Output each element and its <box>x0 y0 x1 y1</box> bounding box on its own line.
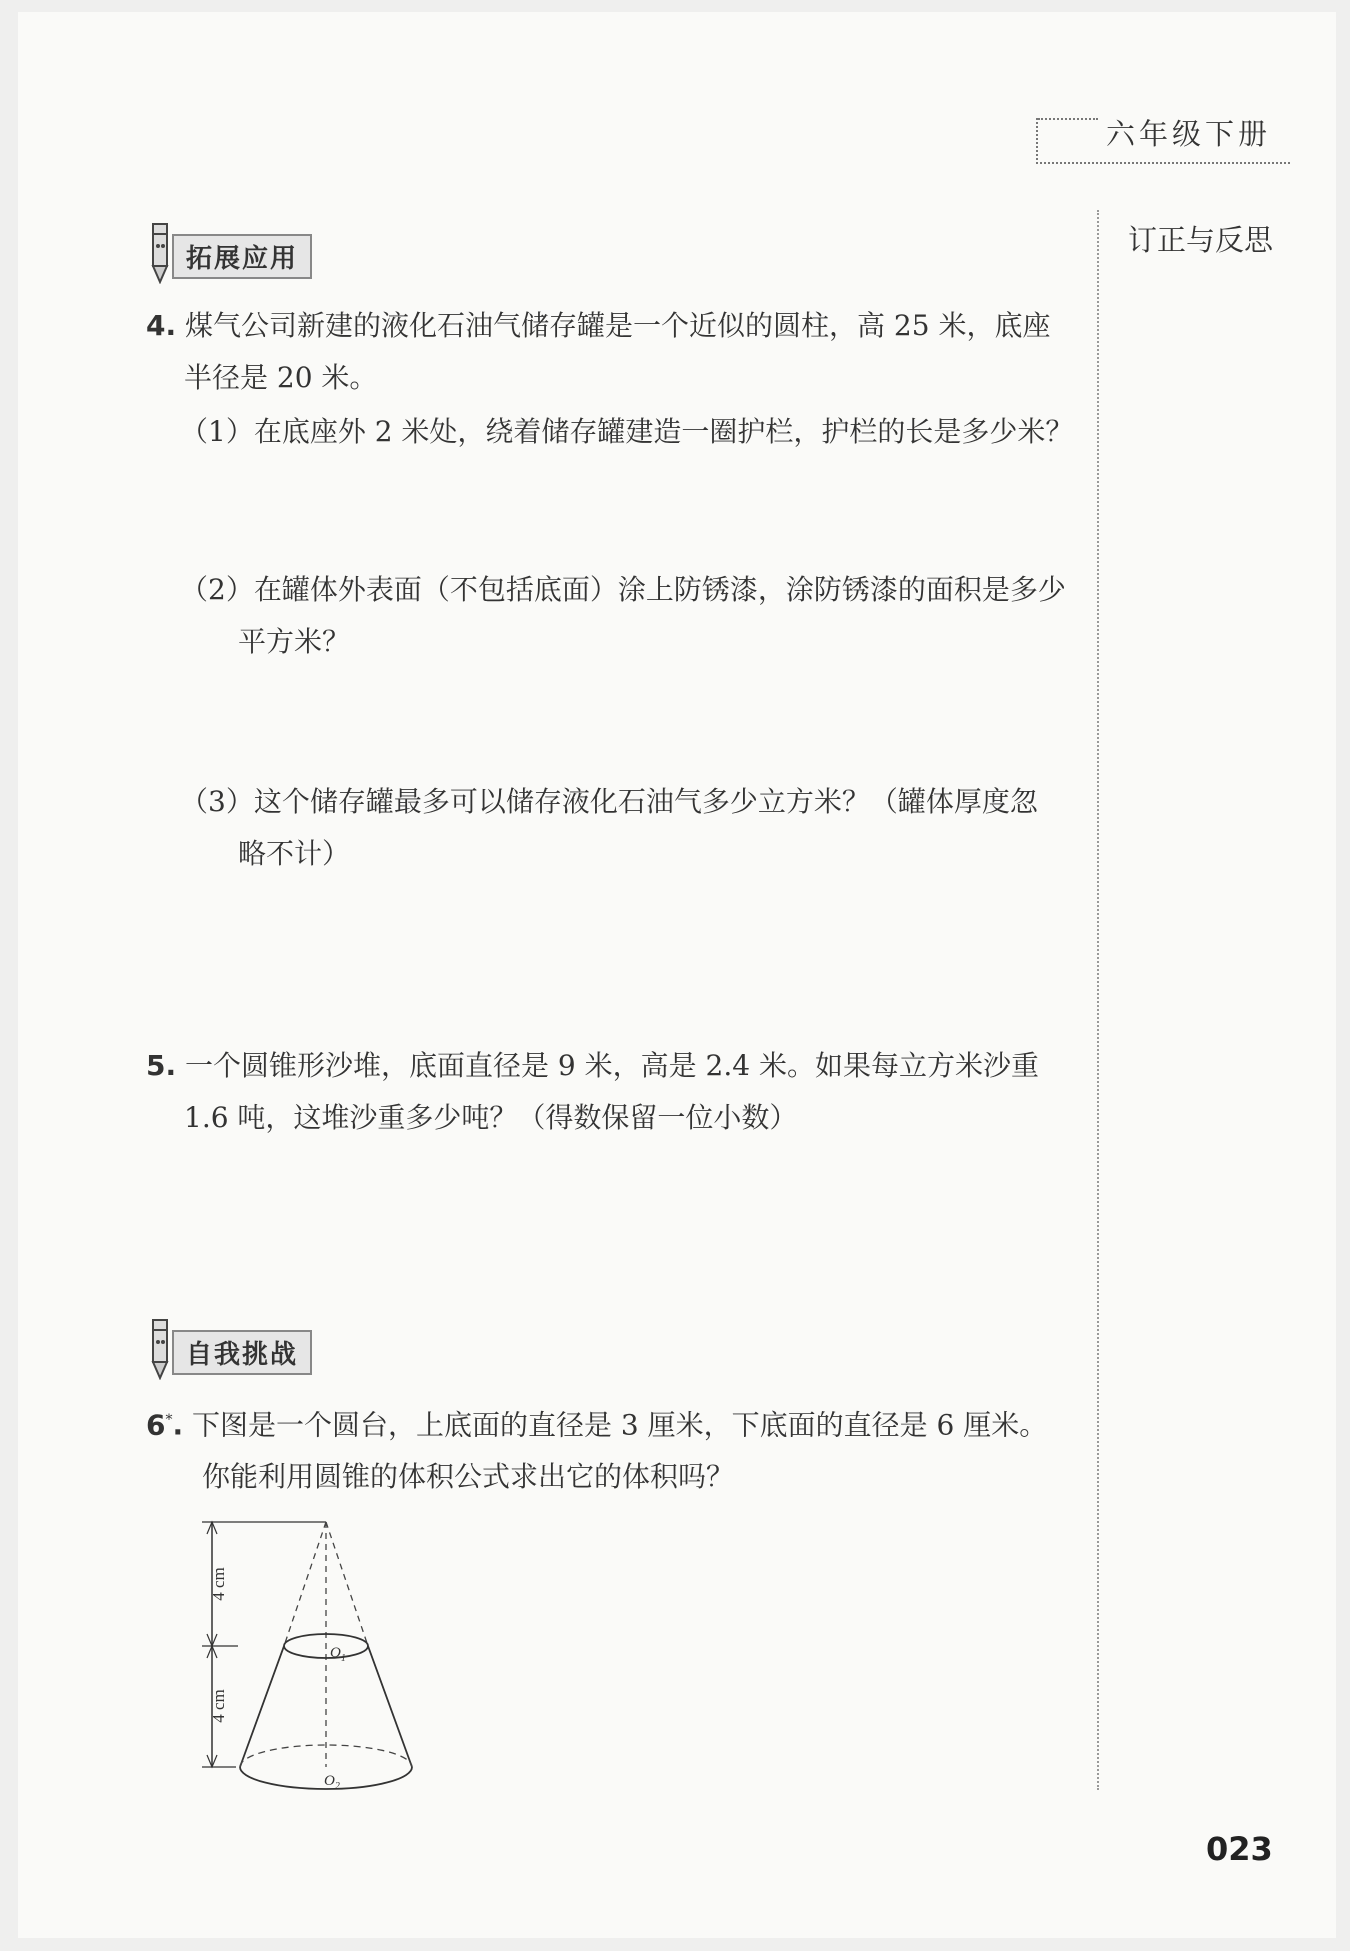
frustum-figure <box>190 1512 430 1792</box>
center-label-o1: $O_1$ <box>330 1645 346 1664</box>
section-label: 自我挑战 <box>172 1330 312 1375</box>
question-5 <box>146 1040 1066 1144</box>
question-4-part-2 <box>180 564 1066 668</box>
question-text: 煤气公司新建的液化石油气储存罐是一个近似的圆柱，高 25 米，底座 <box>185 309 1051 342</box>
question-text: （3）这个储存罐最多可以储存液化石油气多少立方米？（罐体厚度忽 <box>180 785 1038 818</box>
cone-dashed-edge <box>326 1522 368 1646</box>
frustum-side <box>240 1646 284 1767</box>
cone-dashed-edge <box>284 1522 326 1646</box>
section-label: 拓展应用 <box>172 234 312 279</box>
margin-divider <box>1097 210 1099 1790</box>
question-number: 5. <box>146 1049 177 1082</box>
dimension-label-bottom: 4 cm <box>209 1689 228 1723</box>
question-dot: . <box>172 1408 184 1442</box>
frustum-side <box>368 1646 412 1767</box>
question-text: 下图是一个圆台，上底面的直径是 3 厘米，下底面的直径是 6 厘米。 <box>192 1408 1048 1442</box>
question-text: 平方米？ <box>238 625 351 658</box>
question-4 <box>146 300 1066 404</box>
question-text: 略不计） <box>238 837 351 870</box>
dimension-label-top: 4 cm <box>209 1567 228 1601</box>
question-4-part-3 <box>180 776 1038 880</box>
question-number: 4. <box>146 309 177 342</box>
center-label-o2: $O_2$ <box>324 1773 340 1792</box>
question-text: 半径是 20 米。 <box>184 361 378 394</box>
question-text: （2）在罐体外表面（不包括底面）涂上防锈漆，涂防锈漆的面积是多少 <box>180 573 1066 606</box>
question-number: 6 <box>146 1408 166 1442</box>
optional-star: * <box>165 1412 173 1428</box>
page-number: 023 <box>1206 1830 1273 1868</box>
question-6 <box>146 1394 1086 1503</box>
question-text: 1.6 吨，这堆沙重多少吨？（得数保留一位小数） <box>184 1101 798 1134</box>
question-text: 你能利用圆锥的体积公式求出它的体积吗？ <box>202 1460 735 1494</box>
question-text: 一个圆锥形沙堆，底面直径是 9 米，高是 2.4 米。如果每立方米沙重 <box>185 1049 1039 1082</box>
question-4-part-1: （1）在底座外 2 米处，绕着储存罐建造一圈护栏，护栏的长是多少米？ <box>180 415 1074 448</box>
margin-title: 订正与反思 <box>1128 223 1274 257</box>
grade-label: 六年级下册 <box>1102 112 1275 153</box>
